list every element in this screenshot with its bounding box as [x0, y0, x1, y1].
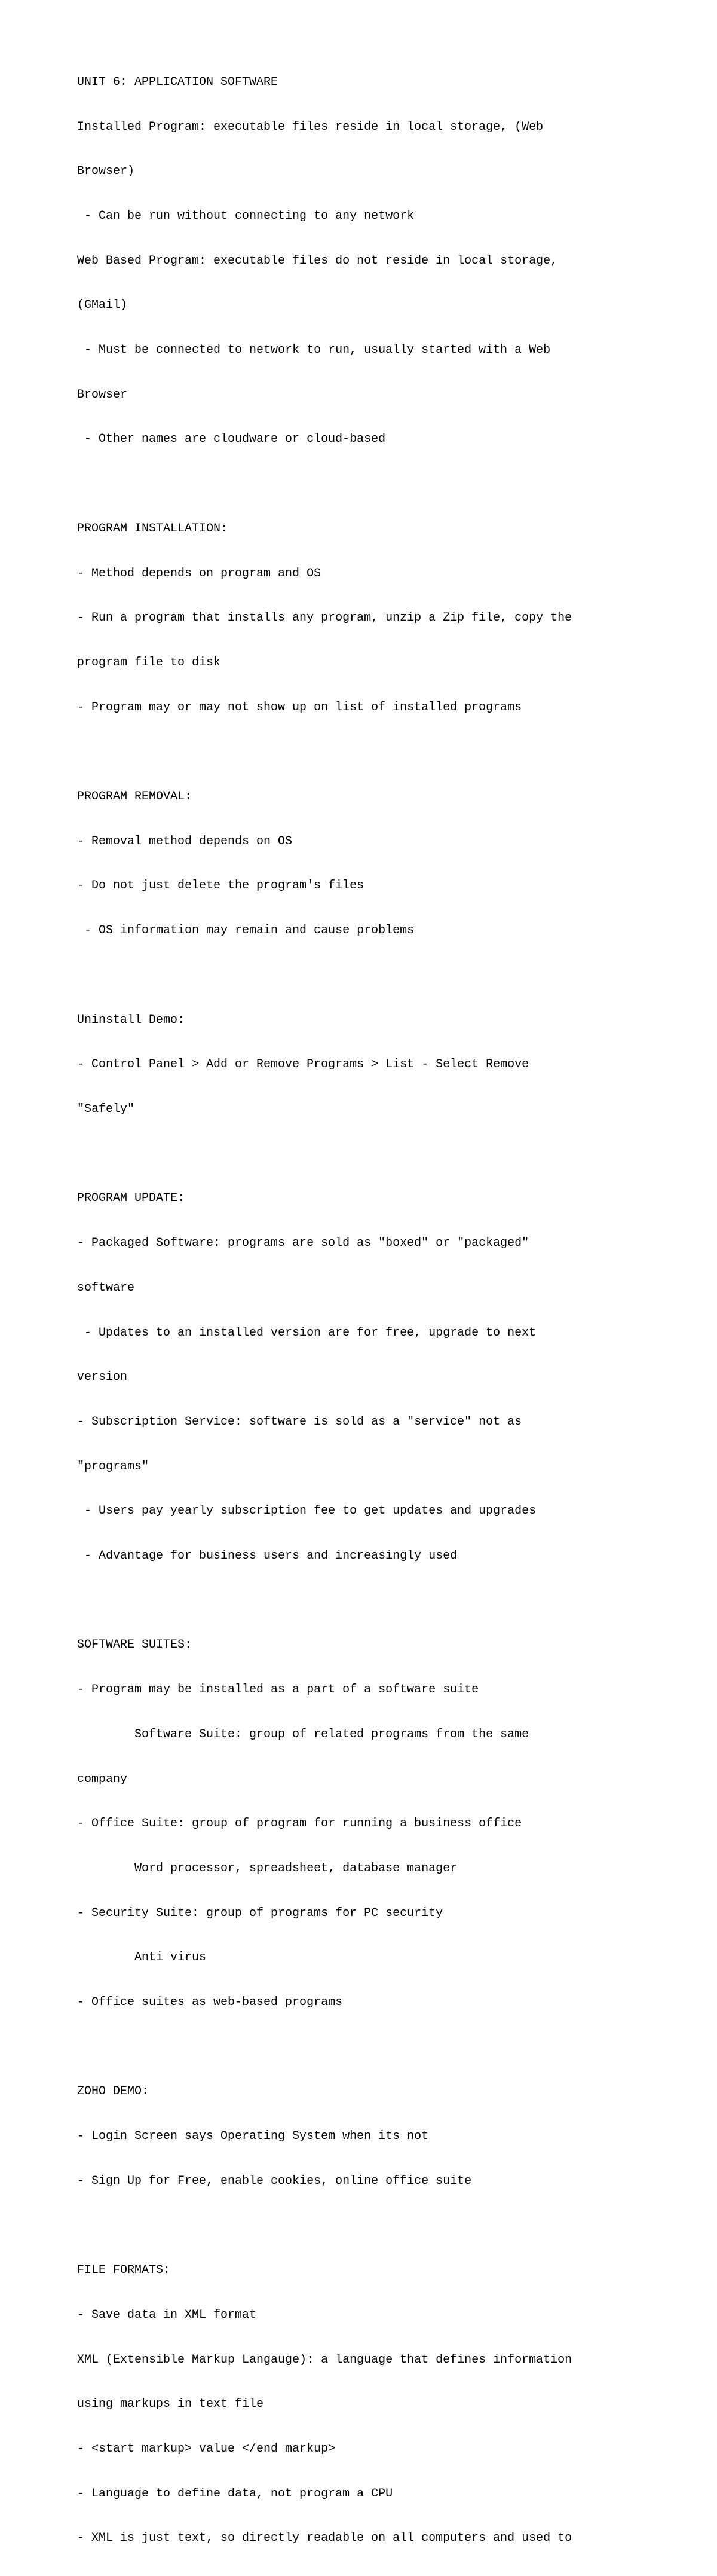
document-line: company [77, 1772, 128, 1786]
document-line: - Program may be installed as a part of a software suite [77, 1683, 479, 1697]
document-line: - Save data in XML format [77, 2308, 257, 2322]
document-line: - Office Suite: group of program for running a business office [77, 1817, 522, 1831]
document-line: - Packaged Software: programs are sold as "boxed" or "packaged" [77, 1236, 529, 1251]
section-heading: SOFTWARE SUITES: [77, 1638, 192, 1652]
section-heading: ZOHO DEMO: [77, 2085, 149, 2099]
section-heading: Uninstall Demo: [77, 1013, 185, 1027]
document-line: (GMail) [77, 298, 128, 313]
document-line: - <start markup> value </end markup> [77, 2442, 336, 2456]
document-line: Anti virus [77, 1951, 207, 1965]
document-line: Software Suite: group of related programs from the same [77, 1727, 529, 1741]
document-line: Browser [77, 387, 128, 402]
document-line: - Advantage for business users and increasingly used [77, 1549, 458, 1563]
document-line: - Can be run without connecting to any network [77, 209, 415, 223]
section-heading: PROGRAM REMOVAL: [77, 790, 192, 804]
document-line: - XML is just text, so directly readable on all computers and used to [77, 2531, 572, 2546]
document-line: Browser) [77, 164, 135, 179]
document-line: using markups in text file [77, 2397, 264, 2412]
document-line: - Run a program that installs any program, unzip a Zip file, copy the [77, 611, 572, 625]
document-line: software [77, 1281, 135, 1295]
document-line: "programs" [77, 1459, 149, 1474]
document-line: - Login Screen says Operating System when its not [77, 2129, 429, 2144]
section-heading: PROGRAM INSTALLATION: [77, 521, 228, 536]
document-line: - Subscription Service: software is sold as a "service" not as [77, 1414, 522, 1429]
document-line: program file to disk [77, 655, 221, 670]
document-text [77, 45, 698, 2576]
document-line: - Office suites as web-based programs [77, 1996, 343, 2010]
document-line: - Sign Up for Free, enable cookies, online office suite [77, 2174, 472, 2188]
document-line: - Updates to an installed version are for free, upgrade to next [77, 1325, 537, 1340]
document-line: - Method depends on program and OS [77, 566, 321, 580]
document-line: version [77, 1370, 128, 1385]
blank-line [77, 1594, 698, 1609]
document-line: - Control Panel > Add or Remove Programs > List - Select Remove [77, 1058, 529, 1072]
document-line: Web Based Program: executable files do not reside in local storage, [77, 253, 558, 268]
document-line: - Language to define data, not program a CPU [77, 2486, 393, 2501]
document-line: - Program may or may not show up on list of installed programs [77, 700, 522, 714]
section-heading: PROGRAM UPDATE: [77, 1191, 185, 1206]
section-heading: FILE FORMATS: [77, 2263, 171, 2278]
document-line: Word processor, spreadsheet, database manager [77, 1861, 458, 1875]
document-line: - Removal method depends on OS [77, 834, 293, 848]
blank-line [77, 2040, 698, 2055]
document-line: Installed Program: executable files reside in local storage, (Web [77, 120, 544, 134]
document-line: "Safely" [77, 1102, 135, 1116]
blank-line [77, 477, 698, 492]
document-line: - Must be connected to network to run, usually started with a Web [77, 343, 551, 357]
blank-line [77, 968, 698, 983]
blank-line [77, 745, 698, 760]
document-line: - Users pay yearly subscription fee to get updates and upgrades [77, 1504, 537, 1518]
document-line: - Other names are cloudware or cloud-based [77, 432, 386, 447]
blank-line [77, 2219, 698, 2234]
document-line: XML (Extensible Markup Langauge): a language that defines information [77, 2352, 572, 2367]
document-line: UNIT 6: APPLICATION SOFTWARE [77, 75, 278, 89]
document-line: - Security Suite: group of programs for PC security [77, 1906, 443, 1920]
blank-line [77, 1147, 698, 1162]
document-line: - OS information may remain and cause problems [77, 924, 415, 938]
document-line: - Do not just delete the program's files [77, 879, 364, 893]
